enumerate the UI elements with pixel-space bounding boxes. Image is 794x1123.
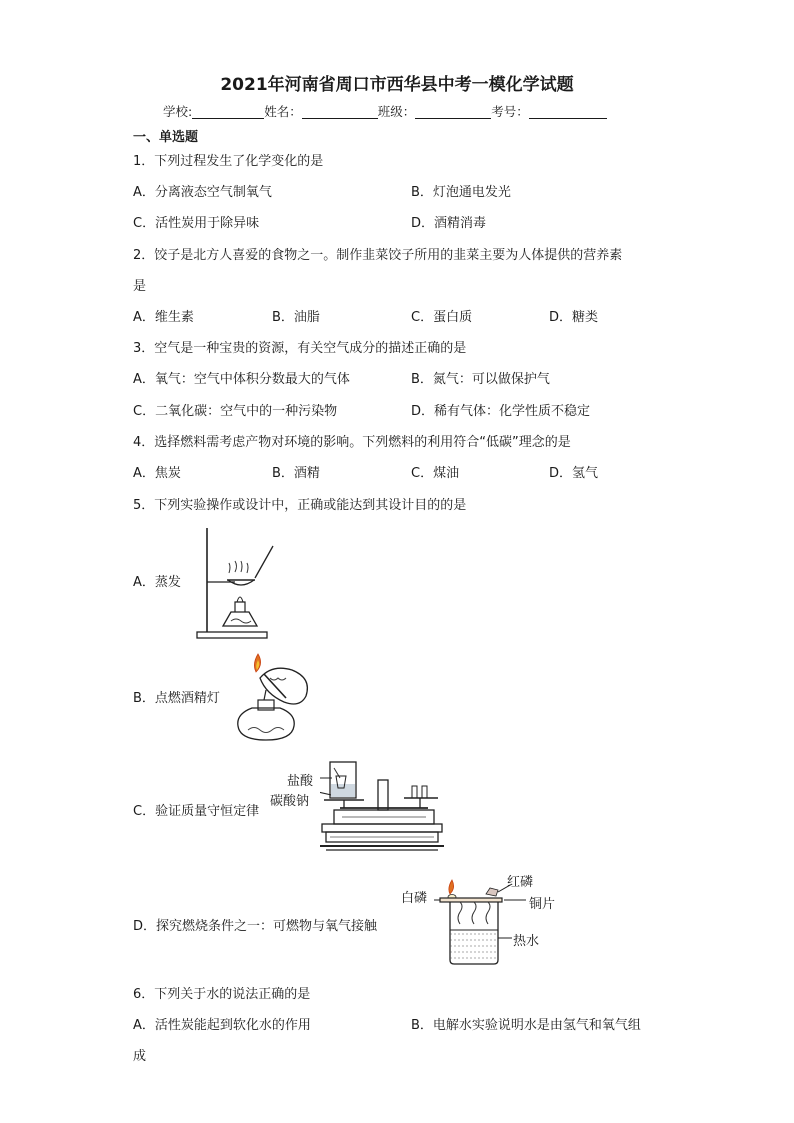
question-2-stem-line2: 是: [133, 279, 147, 294]
q6-option-a[interactable]: A．活性炭能起到软化水的作用: [133, 1018, 311, 1033]
q5-option-d[interactable]: D．探究燃烧条件之一：可燃物与氧气接触: [133, 919, 378, 934]
section-title: 一、单选题: [133, 130, 199, 145]
school-label: 学校:: [163, 104, 193, 119]
q1-option-d[interactable]: D．酒精消毒: [411, 216, 487, 231]
label-red-phosphorus: 红磷: [507, 875, 534, 890]
q4-option-d[interactable]: D．氢气: [549, 466, 599, 481]
label-copper-sheet: 铜片: [529, 897, 556, 912]
q1-option-b[interactable]: B．灯泡通电发光: [411, 185, 511, 200]
q2-option-b[interactable]: B．油脂: [272, 310, 320, 325]
page-title: 2021年河南省周口市西华县中考一模化学试题: [220, 75, 574, 95]
q3-option-a[interactable]: A．氧气：空气中体积分数最大的气体: [133, 372, 350, 387]
label-white-phosphorus: 白磷: [401, 891, 428, 906]
class-label: 班级：: [377, 104, 416, 119]
q4-option-a[interactable]: A．焦炭: [133, 466, 181, 481]
combustion-experiment-figure: [432, 876, 528, 966]
name-blank[interactable]: [302, 104, 378, 119]
combustion-experiment-svg: [432, 876, 528, 966]
q4-option-b[interactable]: B．酒精: [272, 466, 320, 481]
q1-option-c[interactable]: C．活性炭用于除异味: [133, 216, 260, 231]
balance-figure: [320, 758, 444, 858]
question-3-stem: 3．空气是一种宝贵的资源，有关空气成分的描述正确的是: [133, 341, 467, 356]
evaporation-apparatus-svg: [195, 524, 280, 640]
class-blank[interactable]: [415, 104, 491, 119]
student-info-row: [163, 102, 607, 120]
question-5-stem: 5．下列实验操作或设计中，正确或能达到其设计目的的是: [133, 498, 467, 513]
question-6-stem: 6．下列关于水的说法正确的是: [133, 987, 311, 1002]
label-sodium-carbonate: 碳酸钠: [270, 794, 310, 809]
q2-option-a[interactable]: A．维生素: [133, 310, 194, 325]
q6-option-b-continuation: 成: [133, 1049, 147, 1064]
question-2-stem-line1: 2．饺子是北方人喜爱的食物之一。制作韭菜饺子所用的韭菜主要为人体提供的营养素: [133, 248, 623, 263]
q4-option-c[interactable]: C．煤油: [411, 466, 460, 481]
balance-svg: [320, 758, 444, 858]
q5-option-a[interactable]: A．蒸发: [133, 575, 181, 590]
q2-option-d[interactable]: D．糖类: [549, 310, 599, 325]
label-hot-water: 热水: [513, 934, 540, 949]
name-label: 姓名：: [264, 104, 302, 119]
q3-option-c[interactable]: C．二氧化碳：空气中的一种污染物: [133, 404, 338, 419]
question-1-stem: 1．下列过程发生了化学变化的是: [133, 154, 324, 169]
q5-option-b[interactable]: B．点燃酒精灯: [133, 691, 220, 706]
question-4-stem: 4．选择燃料需考虑产物对环境的影响。下列燃料的利用符合“低碳”理念的是: [133, 435, 571, 450]
q3-option-b[interactable]: B．氮气：可以做保护气: [411, 372, 550, 387]
alcohol-lamp-figure: [230, 650, 320, 742]
evaporation-apparatus-figure: [195, 524, 280, 640]
exam-no-blank[interactable]: [529, 104, 607, 119]
q2-option-c[interactable]: C．蛋白质: [411, 310, 473, 325]
alcohol-lamp-svg: [230, 650, 320, 742]
q6-option-b[interactable]: B．电解水实验说明水是由氢气和氧气组: [411, 1018, 641, 1033]
label-hydrochloric-acid: 盐酸: [287, 774, 314, 789]
q3-option-d[interactable]: D．稀有气体：化学性质不稳定: [411, 404, 591, 419]
school-blank[interactable]: [192, 104, 264, 119]
q1-option-a[interactable]: A．分离液态空气制氧气: [133, 185, 272, 200]
exam-no-label: 考号：: [491, 104, 529, 119]
q5-option-c[interactable]: C．验证质量守恒定律: [133, 804, 260, 819]
